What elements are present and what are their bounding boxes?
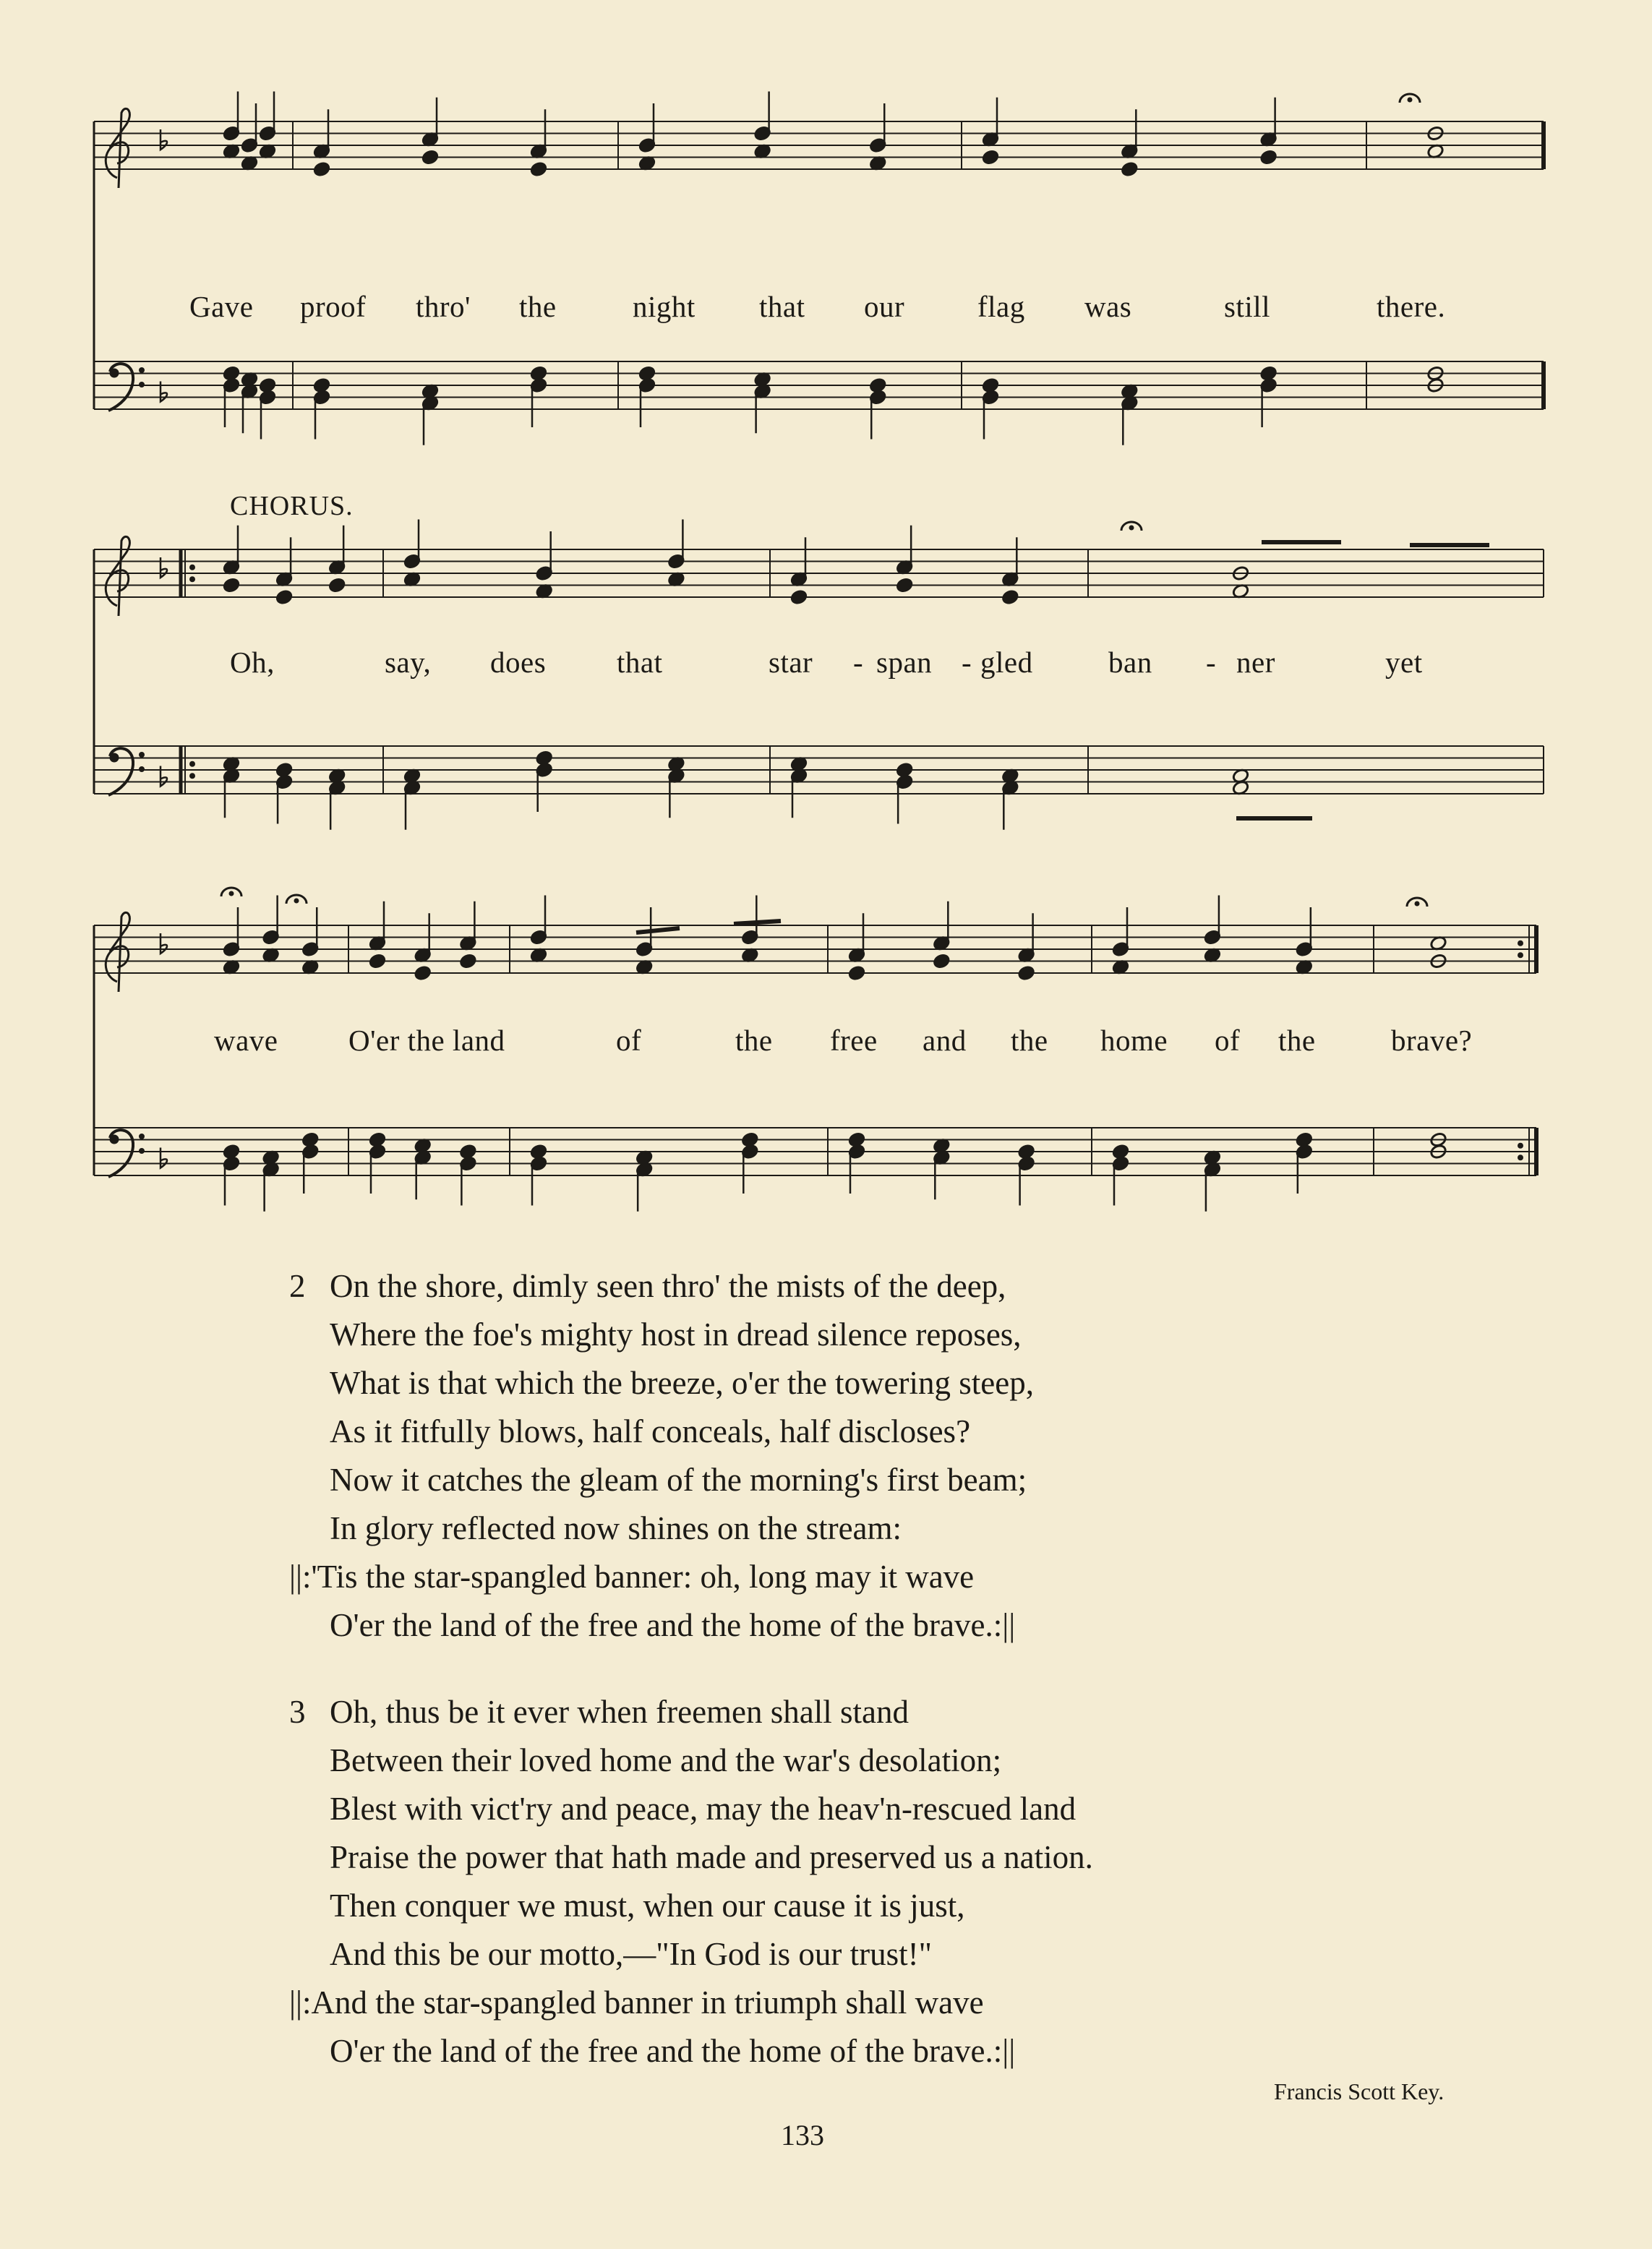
verse-line-text: ||:'Tis the star-spangled banner: oh, long may it wave [289, 1559, 975, 1595]
lyric-syllable: does [490, 646, 547, 679]
beam [636, 928, 680, 933]
fermata-dot [294, 899, 299, 903]
lyric-syllable: ban [1108, 646, 1152, 679]
note-head [369, 953, 386, 969]
lyric-syllable: Oh, [230, 646, 275, 679]
lyric-syllable: wave [214, 1024, 278, 1057]
lyric-syllable: that [617, 646, 663, 679]
flat-sign-icon [161, 129, 167, 150]
bass-clef-dot [140, 1149, 145, 1154]
verse-line-text: What is that which the breeze, o'er the towering steep, [330, 1365, 1034, 1401]
lyric-syllable: the [1011, 1024, 1048, 1057]
lyric-syllable: that [759, 290, 805, 323]
lyric-syllable: night [633, 290, 696, 323]
note-head [790, 589, 808, 605]
treble-clef-icon [106, 912, 129, 992]
bass-clef-dot [110, 369, 119, 377]
lyric-syllable: free [830, 1024, 878, 1057]
note-head [1259, 149, 1277, 165]
verse-line-text: ||:And the star-spangled banner in triumph shall wave [289, 1984, 984, 2021]
verse-line-text: Blest with vict'ry and peace, may the heav'n-rescued land [330, 1791, 1077, 1827]
verse-line-text: Now it catches the gleam of the morning's first beam; [330, 1462, 1027, 1498]
chorus-label: CHORUS. [230, 491, 354, 521]
lyric-syllable: O'er the land [348, 1024, 505, 1057]
lyric-syllable: and [923, 1024, 967, 1057]
note-head [223, 577, 240, 593]
flat-sign-icon [161, 933, 167, 954]
lyric-syllable: gled [980, 646, 1033, 679]
note-head [848, 965, 865, 981]
note-head [313, 161, 330, 177]
lyric-syllable: there. [1377, 290, 1446, 323]
lyric-syllable: home [1100, 1024, 1168, 1057]
lyric-syllable: ner [1236, 646, 1275, 679]
fermata-dot [229, 891, 234, 896]
lyric-syllable: the [519, 290, 557, 323]
lyric-syllable: was [1084, 290, 1132, 323]
note-head [421, 149, 439, 165]
bass-clef-dot [110, 1135, 119, 1144]
repeat-dot [1518, 953, 1523, 958]
lyric-syllable: Gave [189, 290, 254, 323]
verse-line-text: Oh, thus be it ever when freemen shall stand [330, 1694, 910, 1730]
verse-line-text: O'er the land of the free and the home of the brave.:|| [330, 2033, 1016, 2069]
bass-clef-dot [140, 1134, 145, 1139]
note-head [1001, 589, 1019, 605]
bass-clef-dot [140, 753, 145, 758]
bass-clef-dot [140, 767, 145, 772]
fermata-dot [1129, 526, 1134, 530]
note-head [1121, 161, 1138, 177]
author-credit: Francis Scott Key. [1274, 2078, 1445, 2104]
note-head [275, 589, 293, 605]
note-head [982, 149, 999, 165]
note-head [459, 953, 476, 969]
treble-clef-icon [106, 108, 129, 188]
lyric-syllable: of [1215, 1024, 1241, 1057]
lyric-syllable: the [1278, 1024, 1316, 1057]
lyric-syllable: - [962, 646, 972, 679]
note-head [530, 161, 547, 177]
lyric-syllable: the [735, 1024, 773, 1057]
note-head [1017, 965, 1035, 981]
note-head [414, 965, 431, 981]
repeat-dot [190, 577, 195, 582]
verse-line-text: Then conquer we must, when our cause it is just, [330, 1888, 965, 1924]
verse-line-text: Where the foe's mighty host in dread silence reposes, [330, 1316, 1022, 1353]
note-head [328, 577, 346, 593]
verse-line-text: Between their loved home and the war's desolation; [330, 1742, 1002, 1778]
page-number: 133 [781, 2119, 824, 2151]
lyric-syllable: proof [300, 290, 367, 323]
lyric-syllable: flag [977, 290, 1025, 323]
verse-line-text: O'er the land of the free and the home of the brave.:|| [330, 1607, 1016, 1643]
verse-number: 2 [289, 1268, 306, 1304]
verse-line-text: And this be our motto,—"In God is our trust!" [330, 1936, 932, 1972]
lyric-syllable: our [864, 290, 905, 323]
lyric-syllable: thro' [416, 290, 471, 323]
verse-number: 3 [289, 1694, 306, 1730]
bass-clef-dot [140, 382, 145, 387]
flat-sign-icon [161, 557, 167, 578]
bass-clef-dot [110, 753, 119, 762]
lyric-syllable: still [1224, 290, 1271, 323]
verse-line-text: As it fitfully blows, half conceals, half discloses? [330, 1413, 971, 1449]
lyric-syllable: brave? [1391, 1024, 1473, 1057]
lyric-syllable: yet [1385, 646, 1423, 679]
lyric-syllable: - [1206, 646, 1217, 679]
lyric-syllable: say, [385, 646, 432, 679]
verse-line-text: In glory reflected now shines on the stream: [330, 1510, 902, 1546]
repeat-dot [1518, 1143, 1523, 1148]
lyric-syllable: - [853, 646, 864, 679]
fermata-dot [1408, 98, 1412, 102]
lyric-syllable: star [769, 646, 813, 679]
repeat-dot [190, 565, 195, 570]
bass-clef-dot [140, 368, 145, 373]
verse-line-text: Praise the power that hath made and preserved us a nation. [330, 1839, 1093, 1875]
repeat-dot [190, 774, 195, 779]
fermata-dot [1415, 901, 1419, 906]
beam [734, 921, 781, 924]
lyric-syllable: span [876, 646, 933, 679]
note-head [896, 577, 913, 593]
lyric-syllable: of [616, 1024, 642, 1057]
treble-clef-icon [106, 536, 129, 616]
flat-sign-icon [161, 766, 167, 787]
flat-sign-icon [161, 1148, 167, 1168]
repeat-dot [190, 761, 195, 766]
flat-sign-icon [161, 382, 167, 402]
verse-line-text: On the shore, dimly seen thro' the mists of the deep, [330, 1268, 1006, 1304]
repeat-dot [1518, 941, 1523, 946]
note-head [933, 953, 950, 969]
repeat-dot [1518, 1155, 1523, 1160]
